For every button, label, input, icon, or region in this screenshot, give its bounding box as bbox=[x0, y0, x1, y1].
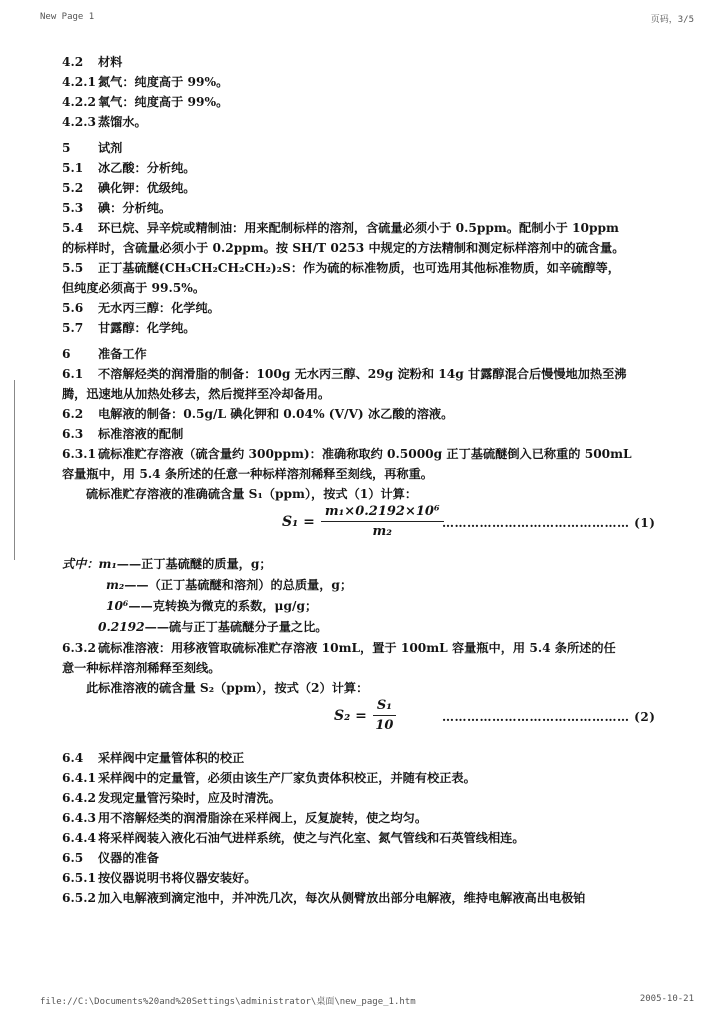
formula-1-expression bbox=[282, 504, 444, 539]
document-line bbox=[62, 258, 680, 278]
variable-description: ——硫与正丁基硫醚分子量之比。 bbox=[144, 620, 328, 634]
clause-text: 环已烷、异辛烷或精制油：用来配制标样的溶剂，含硫量必须小于 0.5ppm。配制小于 10ppm bbox=[98, 221, 619, 235]
document-line bbox=[62, 112, 680, 132]
formula-2 bbox=[62, 698, 680, 748]
clause-text: 意一种标样溶剂稀释至刻线。 bbox=[62, 661, 221, 675]
clause-text: 硫标准贮存溶液的准确硫含量 S₁（ppm），按式（1）计算： bbox=[86, 487, 418, 501]
clause-number: 4.2 bbox=[62, 55, 84, 69]
clause-text: 腾，迅速地从加热处移去，然后搅拌至冷却备用。 bbox=[62, 387, 331, 401]
document-line bbox=[62, 658, 680, 678]
clause-text: 加入电解液到滴定池中，并冲洗几次，每次从侧臂放出部分电解液，维持电解液高出电极铂 bbox=[98, 891, 586, 905]
variable-symbol: 10⁶ bbox=[106, 599, 129, 613]
clause-text: 氧气：纯度高于 99%。 bbox=[98, 95, 229, 109]
header-page-title: New Page 1 bbox=[40, 12, 95, 22]
clause-text: 按仪器说明书将仪器安装好。 bbox=[98, 871, 257, 885]
variable-symbol: 0.2192 bbox=[98, 620, 145, 634]
document-line bbox=[62, 92, 680, 112]
clause-number: 6 bbox=[62, 347, 71, 361]
clause-number: 5.2 bbox=[62, 181, 84, 195]
document-line bbox=[62, 158, 680, 178]
clause-text: 采样阀中的定量管，必须由该生产厂家负责体积校正，并随有校正表。 bbox=[98, 771, 476, 785]
clause-text: 材料 bbox=[98, 55, 123, 69]
formula-1-numerator: m₁×0.2192×10⁶ bbox=[321, 504, 444, 522]
clause-text: 用不溶解烃类的润滑脂涂在采样阀上，反复旋转，使之均匀。 bbox=[98, 811, 428, 825]
formula-2-denominator: 10 bbox=[375, 718, 394, 733]
formula-2-fraction bbox=[373, 698, 396, 733]
clause-text: 采样阀中定量管体积的校正 bbox=[98, 751, 245, 765]
section-block-sampling-valve bbox=[62, 748, 680, 908]
variable-definition bbox=[62, 554, 680, 575]
clause-number: 5.5 bbox=[62, 261, 84, 275]
scan-margin-mark bbox=[14, 380, 15, 560]
clause-number: 6.4 bbox=[62, 751, 84, 765]
clause-text: 电解液的制备：0.5g/L 碘化钾和 0.04% (V/V) 冰乙酸的溶液。 bbox=[98, 407, 454, 421]
clause-text: 容量瓶中，用 5.4 条所述的任意一种标样溶剂稀释至刻线，再称重。 bbox=[62, 467, 433, 481]
variable-description: ——正丁基硫醚的质量，g； bbox=[116, 557, 272, 571]
variable-description: ——克转换为微克的系数，μg/g； bbox=[128, 599, 318, 613]
clause-number: 6.3 bbox=[62, 427, 84, 441]
document-line bbox=[62, 404, 680, 424]
clause-number: 6.4.1 bbox=[62, 771, 96, 785]
clause-text: 正丁基硫醚(CH₃CH₂CH₂CH₂)₂S：作为硫的标准物质，也可选用其他标准物质，如辛硫醇等， bbox=[98, 261, 620, 275]
footer-date: 2005-10-21 bbox=[639, 994, 694, 1004]
variable-symbol: 式中：m₁ bbox=[62, 557, 117, 571]
clause-text: 甘露醇：化学纯。 bbox=[98, 321, 196, 335]
document-line bbox=[62, 768, 680, 788]
clause-text: 发现定量管污染时，应及时清洗。 bbox=[98, 791, 281, 805]
clause-number: 5.7 bbox=[62, 321, 84, 335]
clause-number: 6.4.4 bbox=[62, 831, 96, 845]
document-line bbox=[62, 484, 680, 504]
document-line bbox=[62, 52, 680, 72]
browser-print-footer bbox=[40, 994, 694, 1007]
document-line bbox=[62, 238, 680, 258]
clause-number: 4.2.1 bbox=[62, 75, 96, 89]
formula-2-lhs: S₂ = bbox=[334, 707, 367, 724]
browser-print-header bbox=[40, 12, 694, 25]
document-line bbox=[62, 678, 680, 698]
document-line bbox=[62, 464, 680, 484]
clause-text: 准备工作 bbox=[98, 347, 147, 361]
document-line bbox=[62, 72, 680, 92]
formula-1-denominator: m₂ bbox=[372, 524, 392, 539]
clause-text: 硫标准贮存溶液（硫含量约 300ppm)：准确称取约 0.5000g 正丁基硫醚倒入已称重的 500mL bbox=[98, 447, 632, 461]
clause-text: 蒸馏水。 bbox=[98, 115, 147, 129]
variable-definition bbox=[62, 575, 680, 596]
document-body bbox=[62, 52, 680, 908]
clause-text: 将采样阀装入液化石油气进样系统，使之与汽化室、氮气管线和石英管线相连。 bbox=[98, 831, 525, 845]
clause-text: 碘：分析纯。 bbox=[98, 201, 172, 215]
document-line bbox=[62, 808, 680, 828]
formula-1-label: ……………………………………… (1) bbox=[442, 516, 656, 530]
clause-number: 6.5 bbox=[62, 851, 84, 865]
section-block-standard-solution bbox=[62, 638, 680, 698]
clause-number: 6.4.3 bbox=[62, 811, 96, 825]
formula-2-expression bbox=[334, 698, 396, 733]
clause-number: 5.6 bbox=[62, 301, 84, 315]
clause-text: 仪器的准备 bbox=[98, 851, 159, 865]
formula-2-label: ……………………………………… (2) bbox=[442, 710, 656, 724]
clause-text: 硫标准溶液：用移液管取硫标准贮存溶液 10mL，置于 100mL 容量瓶中，用 5.4 条所述的任 bbox=[98, 641, 616, 655]
formula-2-numerator: S₁ bbox=[373, 698, 396, 716]
document-line bbox=[62, 364, 680, 384]
variable-description: ——（正丁基硫醚和溶剂）的总质量，g； bbox=[124, 578, 353, 592]
document-line bbox=[62, 198, 680, 218]
document-line bbox=[62, 788, 680, 808]
clause-number: 6.1 bbox=[62, 367, 84, 381]
document-line bbox=[62, 638, 680, 658]
formula-1-fraction bbox=[321, 504, 444, 539]
document-line bbox=[62, 278, 680, 298]
document-line bbox=[62, 868, 680, 888]
document-line bbox=[62, 444, 680, 464]
variable-definitions bbox=[62, 554, 680, 638]
clause-text: 但纯度必须高于 99.5%。 bbox=[62, 281, 206, 295]
clause-number: 5.1 bbox=[62, 161, 84, 175]
clause-text: 无水丙三醇：化学纯。 bbox=[98, 301, 220, 315]
document-line bbox=[62, 178, 680, 198]
clause-text: 的标样时，含硫量必须小于 0.2ppm。按 SH/T 0253 中规定的方法精制和测定标样溶剂中的硫含量。 bbox=[62, 241, 625, 255]
clause-text: 试剂 bbox=[98, 141, 123, 155]
variable-symbol: m₂ bbox=[106, 578, 125, 592]
clause-number: 5.3 bbox=[62, 201, 84, 215]
clause-text: 碘化钾：优级纯。 bbox=[98, 181, 196, 195]
formula-1 bbox=[62, 504, 680, 554]
clause-number: 5.4 bbox=[62, 221, 84, 235]
section-block-materials-reagents bbox=[62, 52, 680, 504]
document-line bbox=[62, 888, 680, 908]
document-line bbox=[62, 298, 680, 318]
clause-number: 6.3.2 bbox=[62, 641, 96, 655]
clause-number: 6.4.2 bbox=[62, 791, 96, 805]
document-line bbox=[62, 828, 680, 848]
clause-text: 此标准溶液的硫含量 S₂（ppm），按式（2）计算： bbox=[86, 681, 369, 695]
clause-number: 6.3.1 bbox=[62, 447, 96, 461]
formula-1-lhs: S₁ = bbox=[282, 513, 315, 530]
clause-number: 5 bbox=[62, 141, 71, 155]
clause-number: 4.2.3 bbox=[62, 115, 96, 129]
document-line bbox=[62, 138, 680, 158]
document-line bbox=[62, 748, 680, 768]
document-line bbox=[62, 218, 680, 238]
document-line bbox=[62, 384, 680, 404]
clause-text: 冰乙酸：分析纯。 bbox=[98, 161, 196, 175]
variable-definition bbox=[62, 617, 680, 638]
variable-definition bbox=[62, 596, 680, 617]
footer-file-path: file://C:\Documents%20and%20Settings\administrator\桌面\new_page_1.htm bbox=[40, 997, 416, 1007]
clause-number: 6.5.1 bbox=[62, 871, 96, 885]
clause-text: 不溶解烃类的润滑脂的制备：100g 无水丙三醇、29g 淀粉和 14g 甘露醇混合后慢慢地加热至沸 bbox=[98, 367, 627, 381]
clause-number: 4.2.2 bbox=[62, 95, 96, 109]
clause-text: 氮气：纯度高于 99%。 bbox=[98, 75, 229, 89]
clause-number: 6.5.2 bbox=[62, 891, 96, 905]
document-line bbox=[62, 424, 680, 444]
clause-number: 6.2 bbox=[62, 407, 84, 421]
document-line bbox=[62, 318, 680, 338]
document-line bbox=[62, 848, 680, 868]
clause-text: 标准溶液的配制 bbox=[98, 427, 184, 441]
header-page-number: 页码，3/5 bbox=[650, 15, 694, 25]
document-line bbox=[62, 344, 680, 364]
